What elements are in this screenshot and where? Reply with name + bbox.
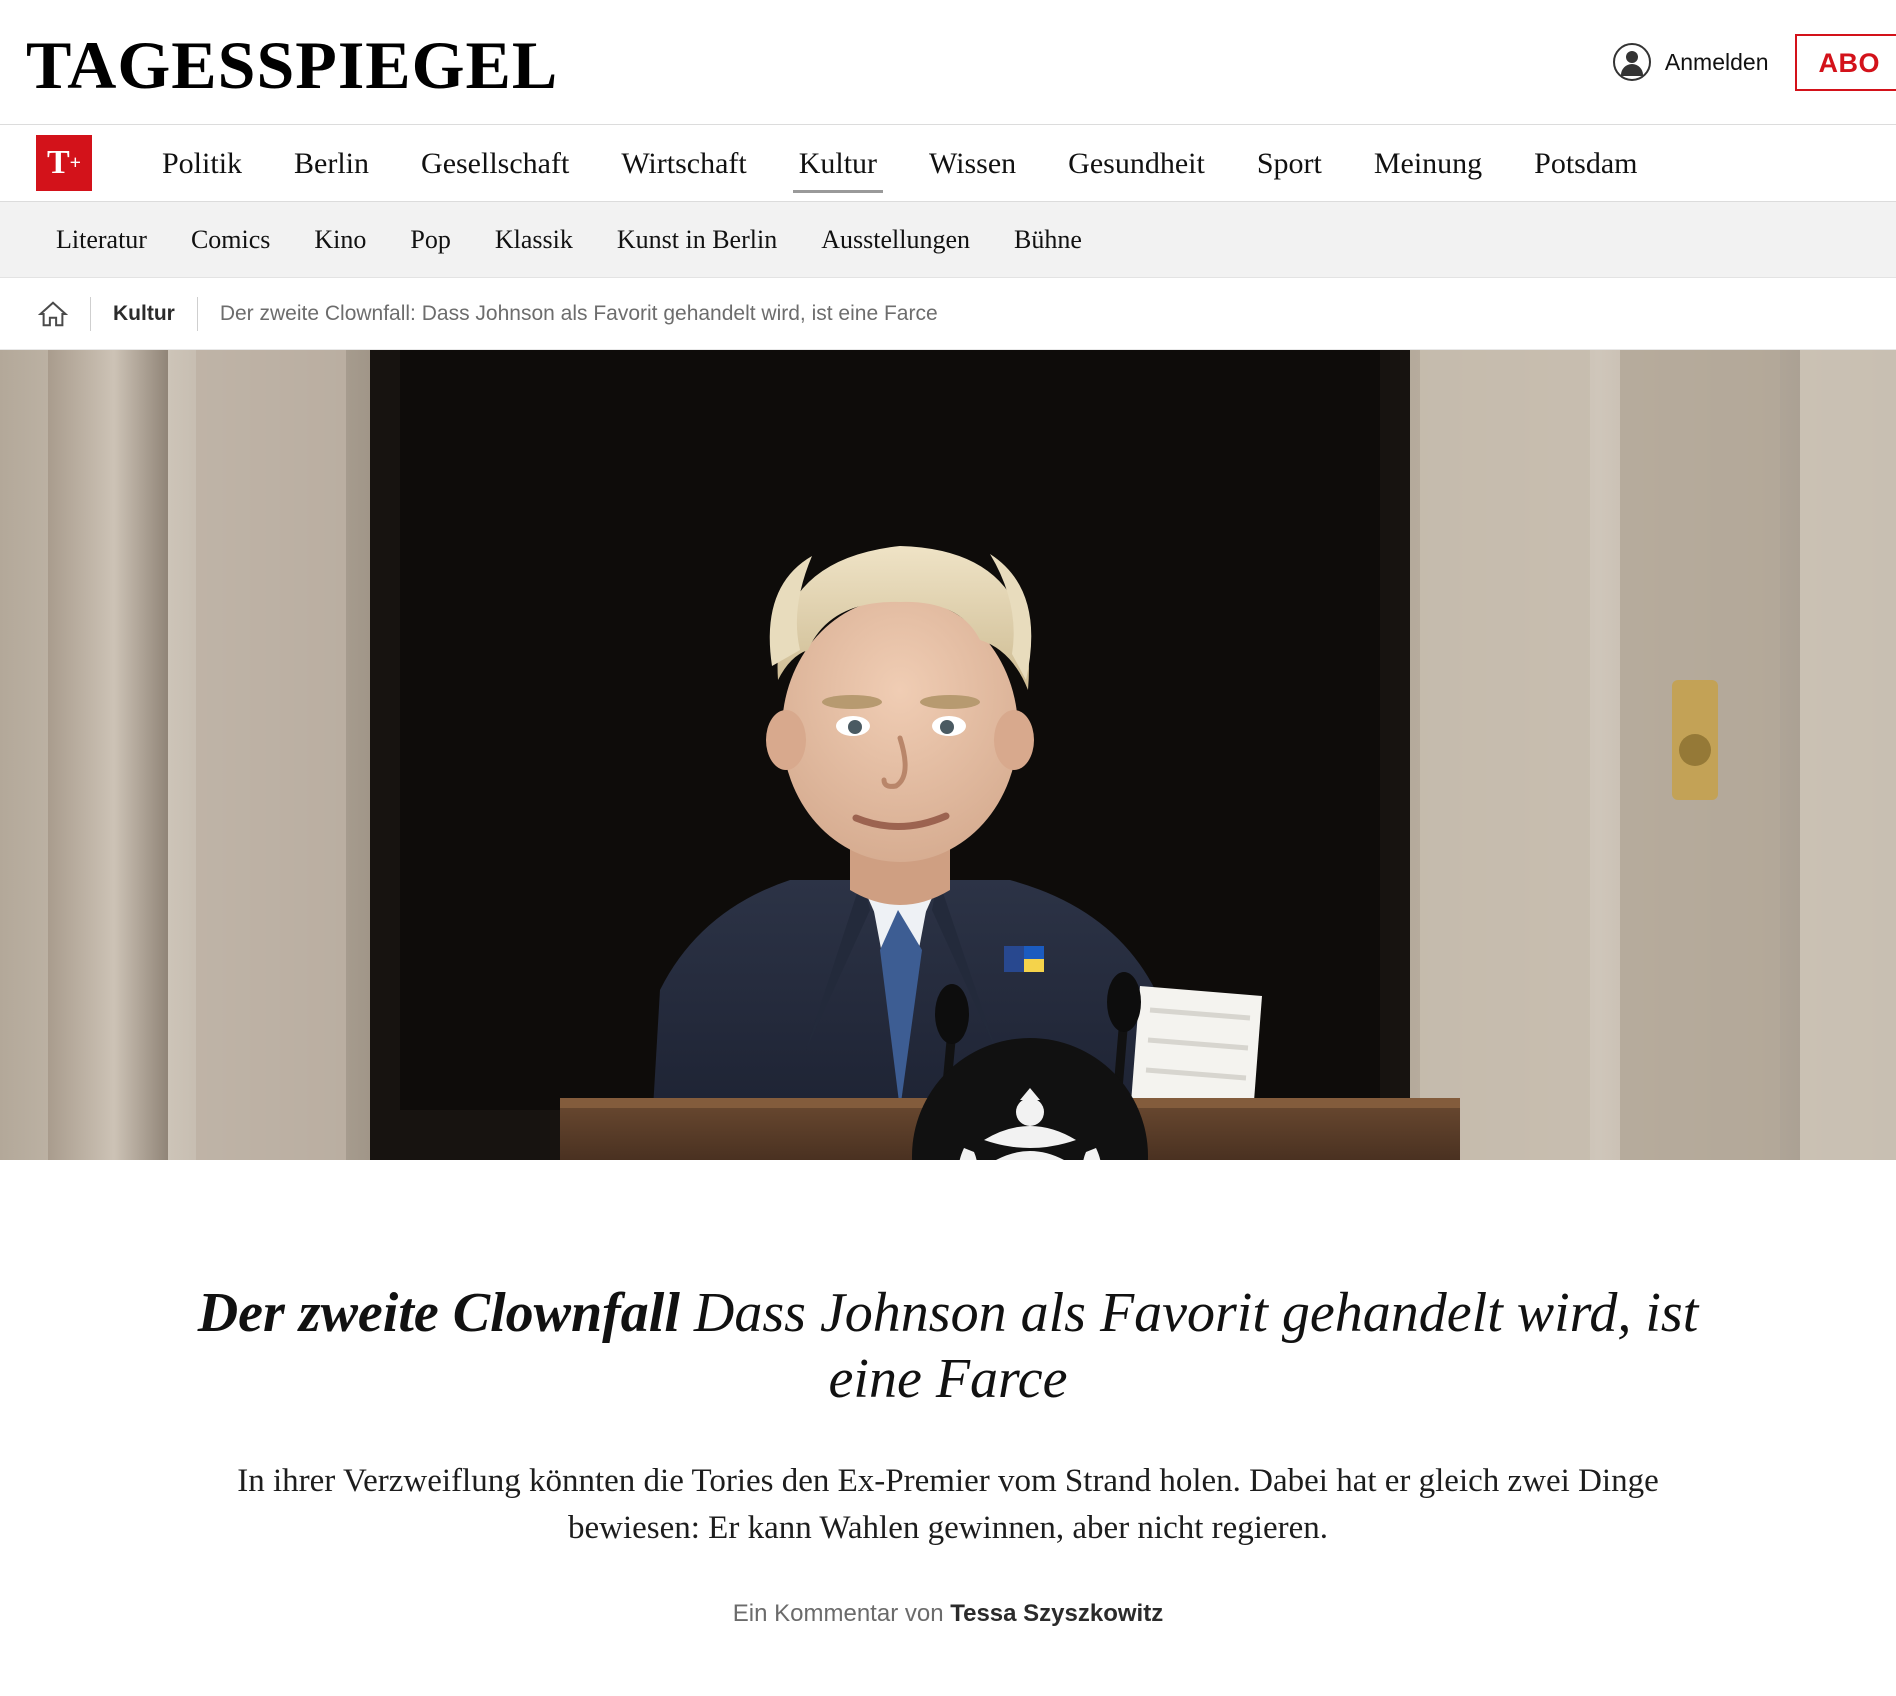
masthead	[0, 0, 1896, 124]
subnav-item-kunst-in-berlin[interactable]: Kunst in Berlin	[616, 224, 778, 254]
subnav-item-kino[interactable]: Kino	[314, 224, 367, 254]
nav-item-wissen[interactable]: Wissen	[929, 147, 1017, 180]
tplus-plus: +	[69, 151, 82, 174]
breadcrumb-home-link[interactable]	[38, 300, 68, 328]
article-teaser: In ihrer Verzweiflung könnten die Tories den Ex-Premier vom Strand holen. Dabei hat er gleich zwei Dinge bewiesen: Er kann Wahlen gewinnen, aber nicht regieren.	[237, 1463, 1659, 1547]
nav-item-kultur[interactable]: Kultur	[773, 131, 903, 195]
main-navigation	[0, 124, 1896, 202]
sub-navigation	[0, 202, 1896, 278]
breadcrumb	[0, 278, 1896, 350]
byline-prefix: Ein Kommentar von	[732, 1599, 951, 1627]
breadcrumb-divider-2	[197, 297, 198, 331]
nav-item-potsdam[interactable]: Potsdam	[1534, 147, 1638, 180]
nav-item-politik[interactable]: Politik	[162, 147, 243, 180]
headline-kicker: Der zweite Clownfall	[197, 1282, 680, 1344]
masthead-actions	[1613, 34, 1880, 91]
subnav-item-klassik[interactable]: Klassik	[494, 224, 573, 254]
subnav-item-pop[interactable]: Pop	[410, 224, 451, 254]
site-logo[interactable]: TAGESSPIEGEL	[26, 27, 559, 103]
subnav-item-ausstellungen[interactable]: Ausstellungen	[821, 224, 970, 254]
breadcrumb-section-kultur[interactable]: Kultur	[113, 301, 175, 325]
user-avatar-icon	[1613, 43, 1651, 81]
nav-item-gesundheit[interactable]: Gesundheit	[1068, 147, 1205, 180]
hero-illustration	[0, 350, 1896, 1160]
nav-item-berlin[interactable]: Berlin	[294, 147, 370, 180]
subnav-item-comics[interactable]: Comics	[190, 224, 271, 254]
nav-item-gesellschaft[interactable]: Gesellschaft	[421, 147, 570, 180]
nav-item-wirtschaft[interactable]: Wirtschaft	[621, 147, 747, 180]
breadcrumb-divider-1	[90, 297, 91, 331]
tplus-letter: T	[46, 144, 70, 181]
article-hero-image	[0, 350, 1896, 1160]
article-header	[46, 1238, 1850, 1628]
breadcrumb-current-page: Der zweite Clownfall: Dass Johnson als Favorit gehandelt wird, ist eine Farce	[219, 301, 938, 325]
headline-rest: Dass Johnson als Favorit gehandelt wird, ist eine Farce	[679, 1282, 1699, 1411]
byline-author[interactable]: Tessa Szyszkowitz	[950, 1599, 1164, 1627]
home-icon	[38, 300, 68, 328]
login-label: Anmelden	[1664, 48, 1769, 75]
subnav-item-literatur[interactable]: Literatur	[56, 224, 147, 254]
article-headline	[166, 1280, 1730, 1412]
tplus-badge[interactable]	[36, 135, 92, 191]
subnav-item-buehne[interactable]: Bühne	[1013, 224, 1082, 254]
article-byline	[166, 1600, 1730, 1628]
login-button[interactable]	[1613, 43, 1769, 81]
nav-item-sport[interactable]: Sport	[1256, 147, 1322, 180]
nav-item-meinung[interactable]: Meinung	[1373, 147, 1483, 180]
abo-button[interactable]: ABO	[1795, 34, 1896, 91]
